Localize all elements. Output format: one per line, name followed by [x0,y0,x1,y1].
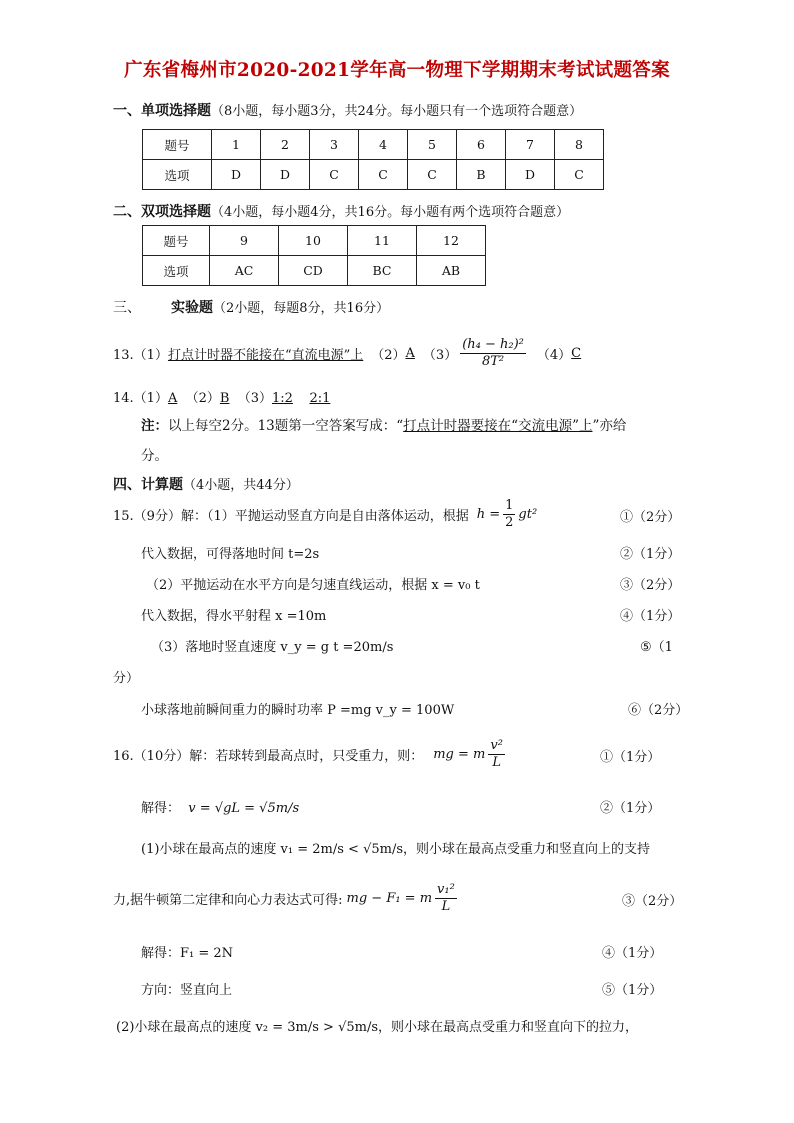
table-row [143,256,486,286]
row-label-answer: 选项 [143,256,210,286]
q13-part-3: （3） [422,347,458,363]
table-cell: 9 [210,226,279,256]
section-4-note: （4小题，共44分） [183,478,299,493]
section-2-heading [113,201,569,221]
q16-frac2-num: v₁² [437,881,455,897]
q16-fraction-1 [488,738,505,771]
table-cell: 5 [408,130,457,160]
table-cell: 6 [457,130,506,160]
table-cell: 12 [417,226,486,256]
q15-score-2: ②（1分） [620,547,681,562]
table-cell: 4 [359,130,408,160]
q16-frac1-den: L [492,754,501,770]
q15-score-1: ①（2分） [620,510,681,525]
section-4-heading [113,474,299,494]
q15-score-6: ⑥（2分） [628,703,689,718]
q15-text-1: 15.（9分）解：（1）平抛运动竖直方向是自由落体运动，根据 [113,508,469,524]
q14-answer-1: A [167,391,178,406]
q16-line-4 [113,878,460,918]
section-2-name: 二、双项选择题 [113,204,211,220]
section-3-note: （2小题，每题8分，共16分） [213,301,390,316]
table-cell: 2 [261,130,310,160]
q16-formula-1: mg = m [433,746,486,762]
q14-part-2: （2） [185,391,220,406]
q13-answer-4: C [571,345,582,361]
q16-line-6: 方向：竖直向上 [141,983,233,998]
row-label-number: 题号 [143,226,210,256]
q13-lead: 13.（1） [113,347,168,363]
section-3-prefix: 三、 [113,300,141,316]
table-cell: 11 [348,226,417,256]
q16-formula-4: mg − F₁ = m [346,890,433,906]
table-cell: C [555,160,604,190]
row-label-number: 题号 [143,130,212,160]
q13-fraction [460,337,526,370]
note-tail: ”亦给 [592,418,627,434]
q15-line-4: 代入数据，得水平射程 x =10m [141,609,327,624]
section-3-heading [113,297,389,317]
q15-fraction [503,498,515,531]
table-cell: 1 [212,130,261,160]
q16-line-5: 解得：F₁ = 2N [141,946,234,961]
table-cell: AB [417,256,486,286]
table-cell: 3 [310,130,359,160]
table-cell: 8 [555,130,604,160]
single-choice-table [142,129,604,190]
q16-fraction-2 [435,882,457,915]
q14-part-3: （3） [237,391,272,406]
q16-text-4: 力,据牛顿第二定律和向心力表达式可得: [113,892,343,908]
q13-part-4: （4） [536,347,572,363]
table-row [143,130,604,160]
q14-answer-2: B [219,391,230,406]
table-cell: B [457,160,506,190]
q16-text-1: 16.（10分）解：若球转到最高点时，只受重力，则： [113,748,424,764]
q13-frac-numerator: (h₄ − h₂)² [462,336,524,352]
q16-frac2-den: L [441,898,451,914]
q14-answer-3b: 2:1 [309,391,331,406]
q15-formula-h: h = [476,506,501,522]
question-14 [113,387,330,406]
q16-score-3: ③（2分） [622,894,683,909]
q16-score-2: ②（1分） [600,801,661,816]
section-2-note: （4小题，每小题4分，共16分。每小题有两个选项符合题意） [211,205,570,220]
q13-part-2: （2） [371,347,406,363]
q16-frac1-num: v² [490,737,503,753]
note-label: 注： [141,418,168,434]
q15-score-3: ③（2分） [620,578,681,593]
note-line-2: 分。 [141,448,168,464]
q16-line-1 [113,734,508,774]
table-row [143,226,486,256]
table-row [143,160,604,190]
row-label-answer: 选项 [143,160,212,190]
q15-score-4: ④（1分） [620,609,681,624]
q16-line-7: (2)小球在最高点的速度 v₂ = 3m/s > √5m/s，则小球在最高点受重力和竖直向下的拉力， [116,1020,638,1035]
q16-line-2 [141,797,299,816]
table-cell: D [261,160,310,190]
q15-frac-den: 2 [505,514,514,530]
q16-line-3: (1)小球在最高点的速度 v₁ = 2m/s < √5m/s，则小球在最高点受重力和竖直向上的支持 [141,842,650,857]
section-4-name: 四、计算题 [113,477,183,493]
section-1-heading [113,100,582,120]
section-1-name: 一、单项选择题 [113,103,211,119]
note-text: 以上每空2分。13题第一空答案写成：“ [168,418,404,434]
q15-line-1 [113,495,537,533]
q15-score-5: ⑤（1 [640,640,673,655]
double-choice-table [142,225,486,286]
q15-formula-tail: gt² [518,506,538,522]
document-title: 广东省梅州市2020-2021学年高一物理下学期期末考试试题答案 [124,60,670,81]
table-cell: D [212,160,261,190]
section-1-note: （8小题，每小题3分，共24分。每小题只有一个选项符合题意） [211,104,583,119]
table-cell: CD [279,256,348,286]
q15-frac-num: 1 [505,497,514,513]
q15-line-2: 代入数据，可得落地时间 t=2s [141,547,320,562]
q16-formula-2: v = √gL = √5m/s [188,801,300,816]
q14-answer-3a: 1:2 [272,391,293,406]
q15-line-6: 小球落地前瞬间重力的瞬时功率 P =mg v_y = 100W [141,703,455,718]
q16-score-4: ④（1分） [602,946,663,961]
table-cell: 7 [506,130,555,160]
q13-frac-denominator: 8T² [481,353,505,369]
table-cell: C [408,160,457,190]
table-cell: BC [348,256,417,286]
table-cell: C [359,160,408,190]
q16-score-5: ⑤（1分） [602,983,663,998]
note-underlined: 打点计时器要接在“交流电源”上 [403,418,593,434]
q15-line-5b: 分） [113,671,140,686]
q14-lead: 14.（1） [113,391,168,406]
q16-score-1: ①（1分） [600,750,661,765]
table-cell: 10 [279,226,348,256]
table-cell: D [506,160,555,190]
q15-line-3: （2）平抛运动在水平方向是匀速直线运动，根据 x = v₀ t [146,578,480,593]
table-cell: C [310,160,359,190]
question-13 [113,333,581,373]
table-cell: AC [210,256,279,286]
q16-text-2: 解得： [141,801,181,816]
note-line [141,414,626,434]
q13-answer-2: A [405,345,415,361]
section-3-name: 实验题 [171,300,213,316]
q13-answer-1: 打点计时器不能接在“直流电源”上 [167,347,364,363]
q15-line-5: （3）落地时竖直速度 v_y = g t =20m/s [151,640,394,655]
